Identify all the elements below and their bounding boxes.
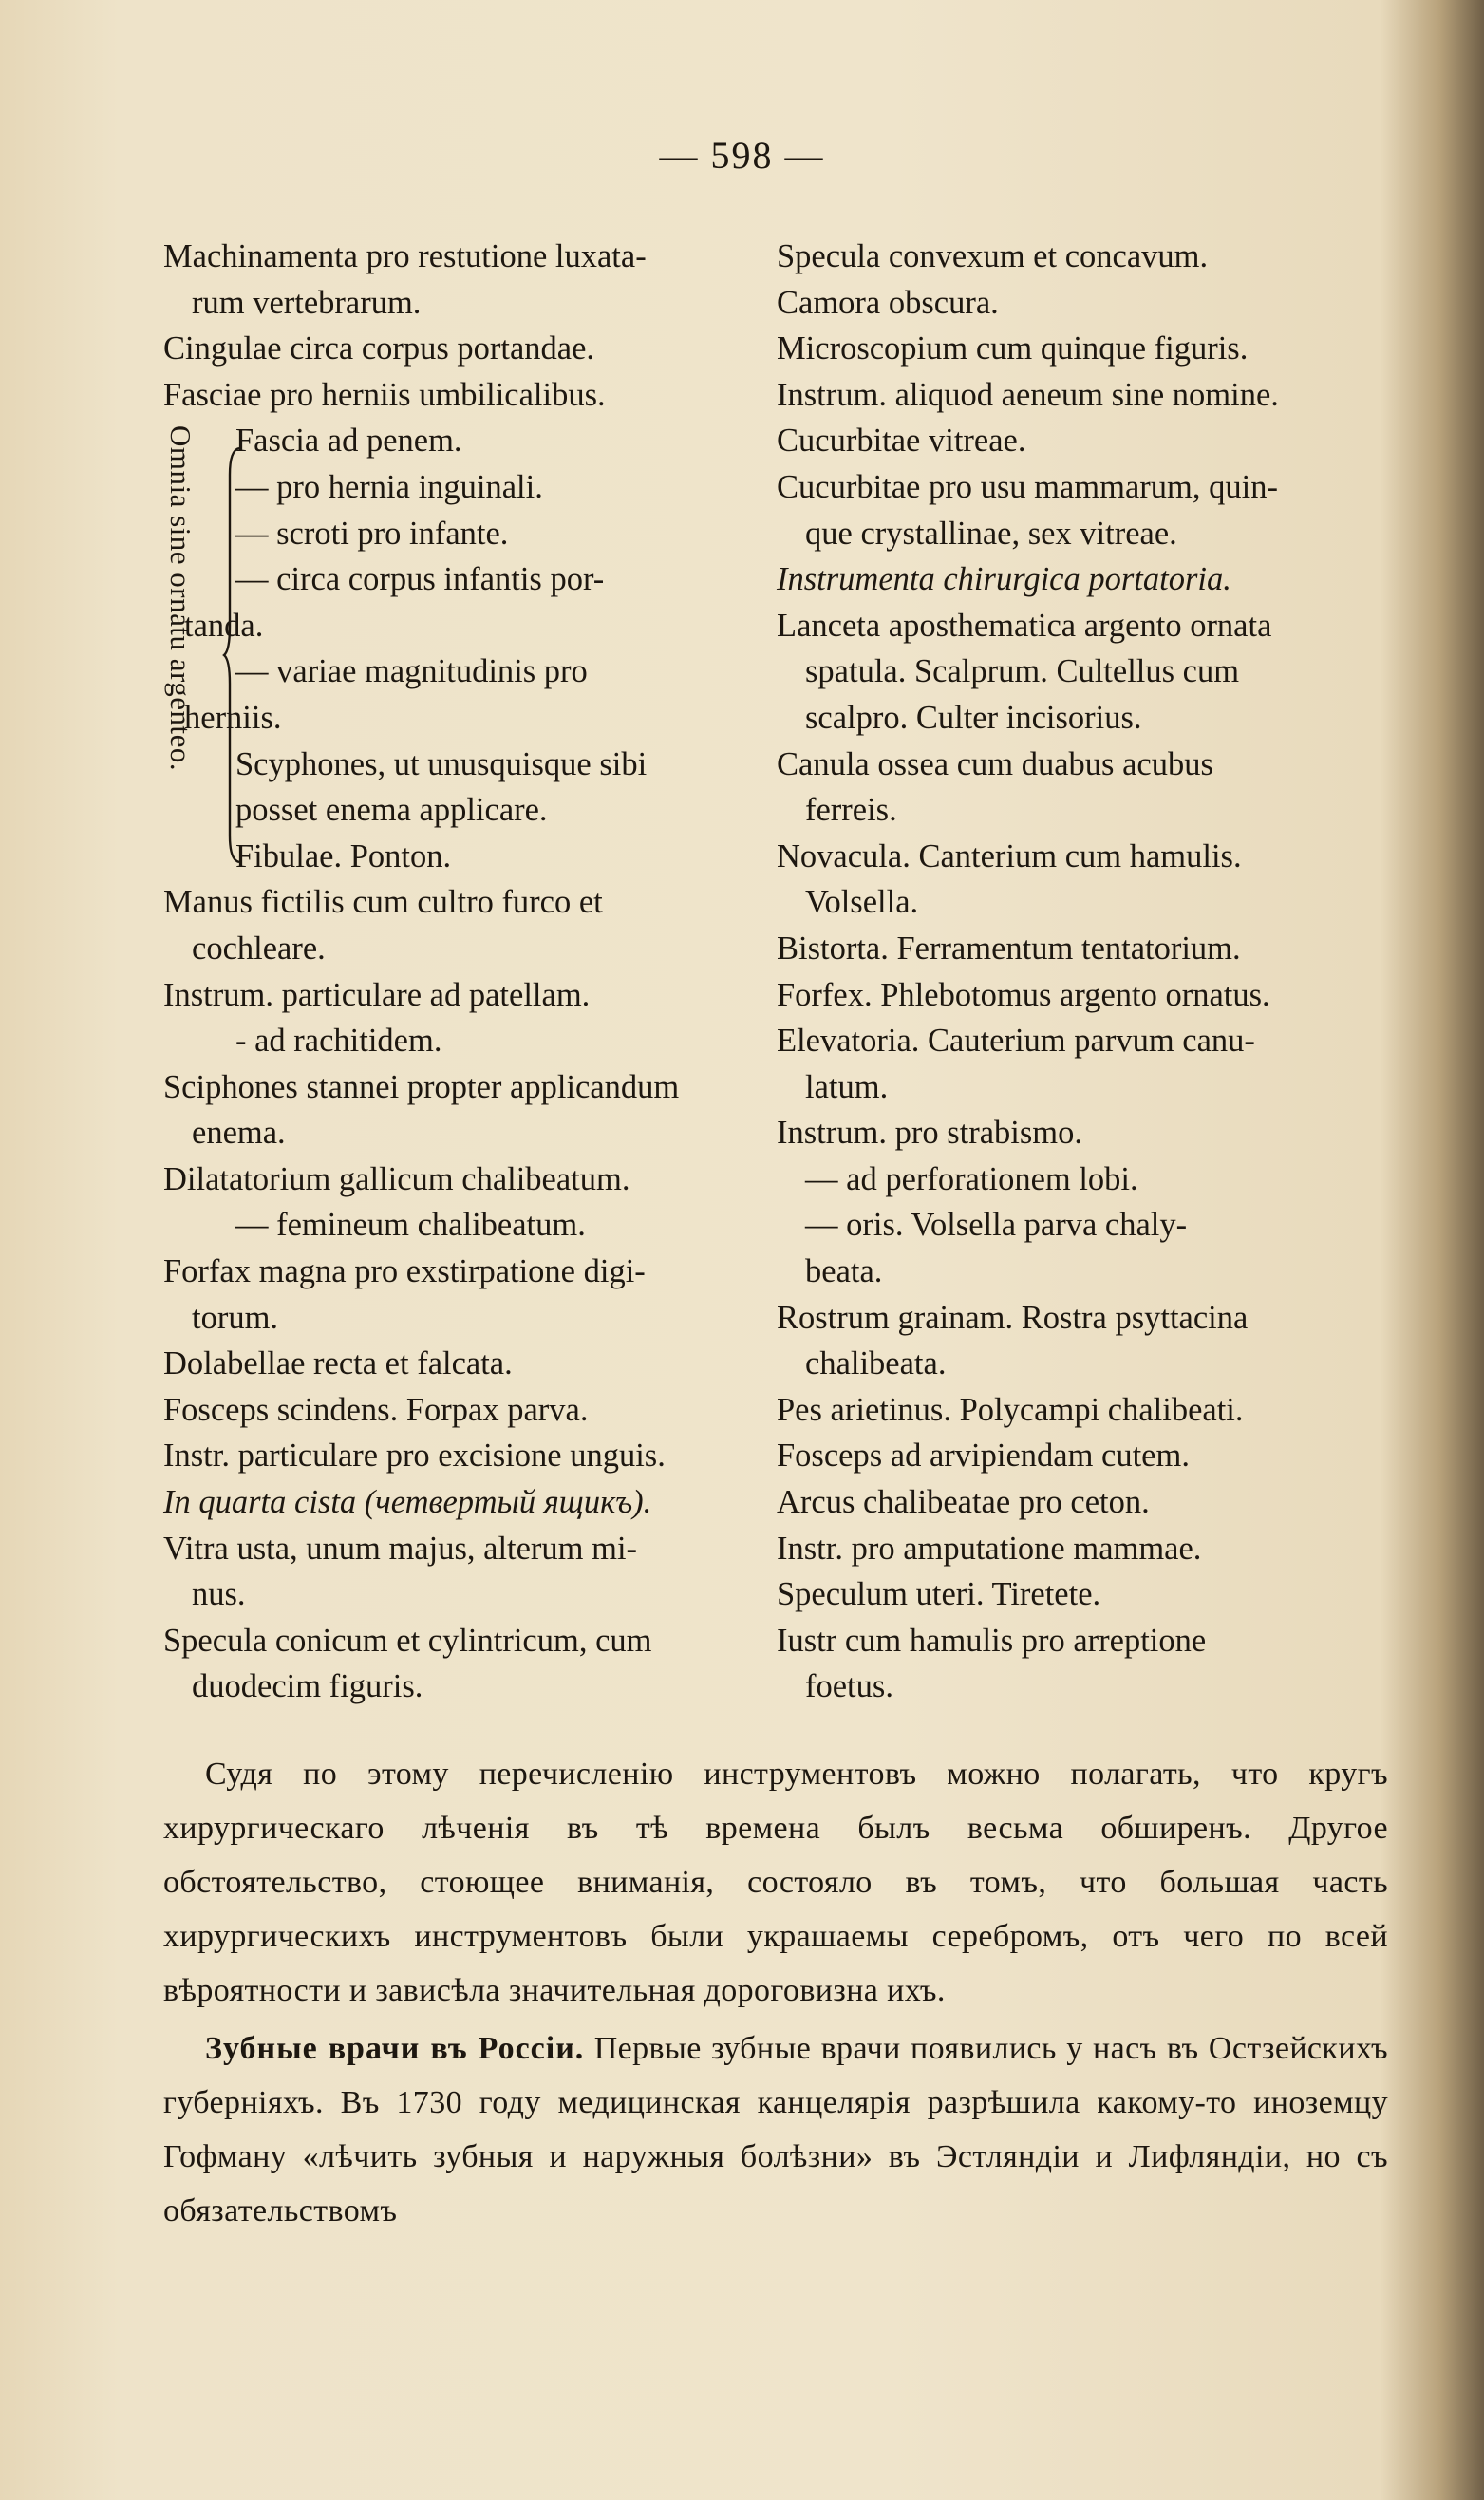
- list-line: Forfax magna pro exstirpatione digi-: [163, 1253, 646, 1290]
- list-line: Instrum. aliquod aeneum sine nomine.: [777, 376, 1279, 413]
- list-line: Arcus chalibeatae pro ceton.: [777, 1484, 1150, 1521]
- list-line: Iustr cum hamulis pro arreptione: [777, 1622, 1207, 1659]
- list-line: Fascia ad penem.: [235, 423, 462, 460]
- list-line: Instrum. pro strabismo.: [777, 1115, 1082, 1152]
- list-line: chalibeata.: [805, 1345, 947, 1382]
- list-line: Dilatatorium gallicum chalibeatum.: [163, 1160, 630, 1197]
- page-number: — 598 —: [659, 134, 825, 177]
- list-line: Vitra usta, unum majus, alterum mi-: [163, 1530, 638, 1567]
- list-line: Volsella.: [805, 884, 919, 921]
- list-line: — variae magnitudinis pro: [235, 653, 588, 690]
- list-line: — circa corpus infantis por-: [235, 561, 605, 598]
- list-line: Bistorta. Ferramentum tentatorium.: [777, 930, 1241, 967]
- list-line: Instr. pro amputatione mammae.: [777, 1530, 1202, 1567]
- list-line: torum.: [192, 1299, 279, 1336]
- right-column-list: [777, 234, 1384, 1710]
- list-line: foetus.: [805, 1668, 893, 1705]
- paragraph-2-text: Первые зубные врачи появились у насъ въ Остзейскихъ губерніяхъ. Въ 1730 году медицинская канцелярія разрѣшила какому-то иноземцу Гофману «лѣчить зубныя и наружныя болѣзни» въ Эстляндіи и Лифляндіи, но съ обязательствомъ: [163, 2031, 1389, 2228]
- list-line: scalpro. Culter incisorius.: [805, 699, 1142, 736]
- list-line: Canula ossea cum duabus acubus: [777, 745, 1213, 782]
- list-line: spatula. Scalprum. Cultellus cum: [805, 653, 1240, 690]
- list-line: Cucurbitae pro usu mammarum, quin-: [777, 468, 1278, 505]
- list-line: duodecim figuris.: [192, 1668, 423, 1705]
- list-line: latum.: [805, 1068, 889, 1105]
- list-line: Instr. particulare pro excisione unguis.: [163, 1438, 666, 1475]
- paragraph-2: [163, 2021, 1388, 2238]
- list-line: herniis.: [184, 699, 282, 736]
- list-line: Instrumenta chirurgica portatoria.: [777, 561, 1231, 598]
- list-line: Machinamenta pro restutione luxata-: [163, 238, 647, 274]
- list-line: Specula conicum et cylintricum, cum: [163, 1622, 652, 1659]
- list-line: ferreis.: [805, 792, 897, 829]
- list-line: Cingulae circa corpus portandae.: [163, 330, 595, 367]
- list-line: Pes arietinus. Polycampi chalibeati.: [777, 1391, 1244, 1428]
- list-line: Fosceps ad arvipiendam cutem.: [777, 1438, 1190, 1475]
- list-line: Manus fictilis cum cultro furco et: [163, 884, 603, 921]
- list-line: Scyphones, ut unusquisque sibi: [235, 745, 648, 782]
- list-line: Rostrum grainam. Rostra psyttacina: [777, 1299, 1249, 1336]
- list-line: Cucurbitae vitreae.: [777, 423, 1026, 460]
- section-heading: Зубные врачи въ Россіи.: [205, 2031, 585, 2066]
- list-line: In quarta cista (четвертый ящикъ).: [163, 1484, 652, 1521]
- paragraph-1: Судя по этому перечисленію инструментовъ можно полагать, что кругъ хирургическаго лѣченія въ тѣ времена былъ весьма обширенъ. Другое обстоятельство, стоющее вниманія, состояло въ томъ, что большая часть хирургическихъ инструментовъ были украшаемы серебромъ, отъ чего по всей вѣроятности и зависѣла значительная дороговизна ихъ.: [163, 1757, 1388, 2008]
- list-line: tanda.: [184, 607, 264, 644]
- list-line: — scroti pro infante.: [235, 515, 509, 552]
- list-line: Specula convexum et concavum.: [777, 238, 1209, 274]
- list-line: Fosceps scindens. Forpax parva.: [163, 1391, 589, 1428]
- list-line: — ad perforationem lobi.: [805, 1160, 1138, 1197]
- list-line: Lanceta aposthematica argento ornata: [777, 607, 1272, 644]
- list-line: que crystallinae, sex vitreae.: [805, 515, 1177, 552]
- list-line: cochleare.: [192, 930, 326, 967]
- list-line: Fibulae. Ponton.: [235, 837, 452, 874]
- list-line: Sciphones stannei propter applicandum: [163, 1068, 680, 1105]
- list-line: Elevatoria. Cauterium parvum canu-: [777, 1023, 1255, 1060]
- list-line: Instrum. particulare ad patellam.: [163, 976, 591, 1013]
- list-line: beata.: [805, 1253, 883, 1290]
- list-line: nus.: [192, 1576, 246, 1613]
- list-line: Speculum uteri. Tiretete.: [777, 1576, 1101, 1613]
- left-column-list: [163, 234, 771, 1710]
- list-line: — femineum chalibeatum.: [235, 1207, 586, 1244]
- list-line: rum vertebrarum.: [192, 284, 422, 321]
- list-line: Dolabellae recta et falcata.: [163, 1345, 513, 1382]
- list-line: enema.: [192, 1115, 286, 1152]
- body-text: [163, 1747, 1388, 2238]
- side-bracket-text: Omnia sine ornatu argenteo.: [164, 425, 197, 772]
- list-line: - ad rachitidem.: [235, 1023, 442, 1060]
- list-line: Forfex. Phlebotomus argento ornatus.: [777, 976, 1270, 1013]
- list-line: posset enema applicare.: [235, 792, 548, 829]
- list-line: — pro hernia inguinali.: [235, 468, 543, 505]
- list-line: — oris. Volsella parva chaly-: [805, 1207, 1188, 1244]
- list-line: Microscopium cum quinque figuris.: [777, 330, 1249, 367]
- list-line: Camora obscura.: [777, 284, 999, 321]
- list-line: Novacula. Canterium cum hamulis.: [777, 837, 1242, 874]
- list-line: Fasciae pro herniis umbilicalibus.: [163, 376, 606, 413]
